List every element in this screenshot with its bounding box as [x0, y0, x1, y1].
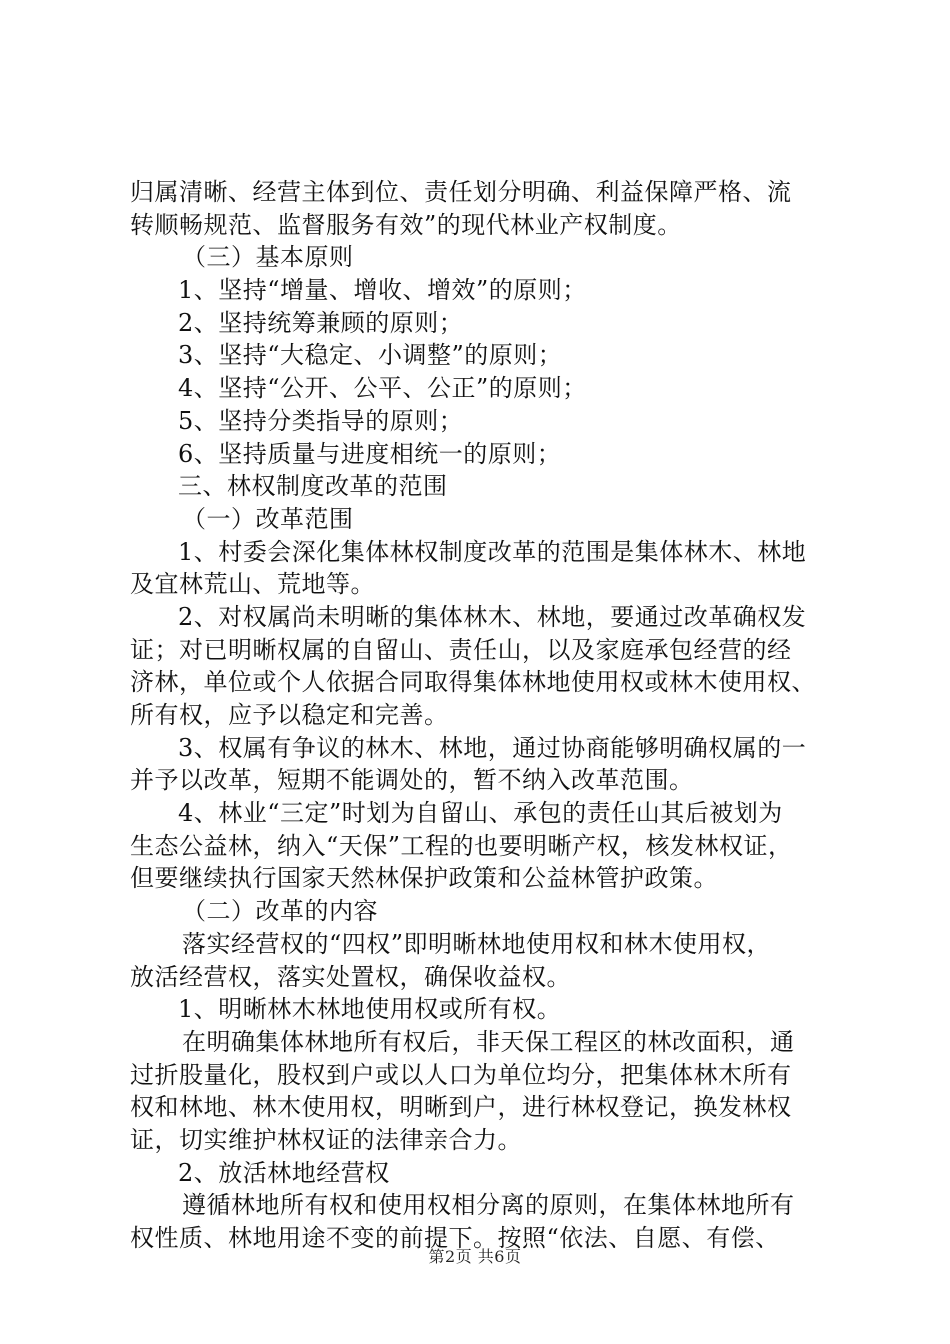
- paragraph-line: 济林，单位或个人依据合同取得集体林地使用权或林木使用权、: [130, 668, 816, 697]
- paragraph-line: 落实经营权的“四权”即明晰林地使用权和林木使用权，: [182, 929, 772, 958]
- list-item: 2、坚持统筹兼顾的原则；: [178, 308, 464, 337]
- paragraph-line: 过折股量化，股权到户或以人口为单位均分，把集体林木所有: [130, 1060, 792, 1089]
- chapter-heading: 三、林权制度改革的范围: [178, 472, 448, 501]
- paragraph-line: 证；对已明晰权属的自留山、责任山，以及家庭承包经营的经: [130, 635, 792, 664]
- paragraph-line: 遵循林地所有权和使用权相分离的原则，在集体林地所有: [182, 1191, 795, 1220]
- list-item: 4、坚持“公开、公平、公正”的原则；: [178, 374, 587, 403]
- section-heading: （一）改革范围: [182, 504, 354, 533]
- list-item: 2、放活林地经营权: [178, 1158, 390, 1187]
- paragraph-line: 所有权，应予以稳定和完善。: [130, 701, 449, 729]
- paragraph-line: 在明确集体林地所有权后，非天保工程区的林改面积，通: [182, 1027, 795, 1056]
- paragraph-line: 4、林业“三定”时划为自留山、承包的责任山其后被划为: [178, 799, 783, 828]
- list-item: 5、坚持分类指导的原则；: [178, 406, 464, 435]
- list-item: 6、坚持质量与进度相统一的原则；: [178, 439, 562, 468]
- section-heading: （二）改革的内容: [182, 897, 378, 926]
- paragraph-line: 2、对权属尚未明晰的集体林木、林地，要通过改革确权发: [178, 602, 807, 631]
- list-item: 1、坚持“增量、增收、增效”的原则；: [178, 276, 587, 305]
- paragraph-line: 转顺畅规范、监督服务有效”的现代林业产权制度。: [130, 210, 682, 239]
- list-item: 3、坚持“大稳定、小调整”的原则；: [178, 341, 563, 370]
- list-item: 1、明晰林木林地使用权或所有权。: [178, 995, 562, 1024]
- paragraph-line: 但要继续执行国家天然林保护政策和公益林管护政策。: [130, 864, 718, 893]
- document-body: [130, 176, 830, 1255]
- paragraph-line: 并予以改革，短期不能调处的，暂不纳入改革范围。: [130, 766, 694, 795]
- paragraph-line: 1、村委会深化集体林权制度改革的范围是集体林木、林地: [178, 537, 807, 566]
- paragraph-line: 权性质、林地用途不变的前提下。按照“依法、自愿、有偿、: [130, 1224, 780, 1252]
- paragraph-line: 权和林地、林木使用权，明晰到户，进行林权登记，换发林权: [130, 1093, 792, 1122]
- paragraph-line: 放活经营权，落实处置权，确保收益权。: [130, 962, 571, 991]
- paragraph-line: 归属清晰、经营主体到位、责任划分明确、利益保障严格、流: [130, 178, 792, 206]
- paragraph-line: 证，切实维护林权证的法律亲合力。: [130, 1125, 522, 1154]
- paragraph-line: 及宜林荒山、荒地等。: [130, 570, 375, 599]
- paragraph-line: 生态公益林，纳入“天保”工程的也要明晰产权，核发林权证，: [130, 831, 793, 860]
- page-number-footer: 第2页 共6页: [428, 1247, 522, 1266]
- section-heading: （三）基本原则: [182, 243, 354, 272]
- paragraph-line: 3、权属有争议的林木、林地，通过协商能够明确权属的一: [178, 733, 807, 762]
